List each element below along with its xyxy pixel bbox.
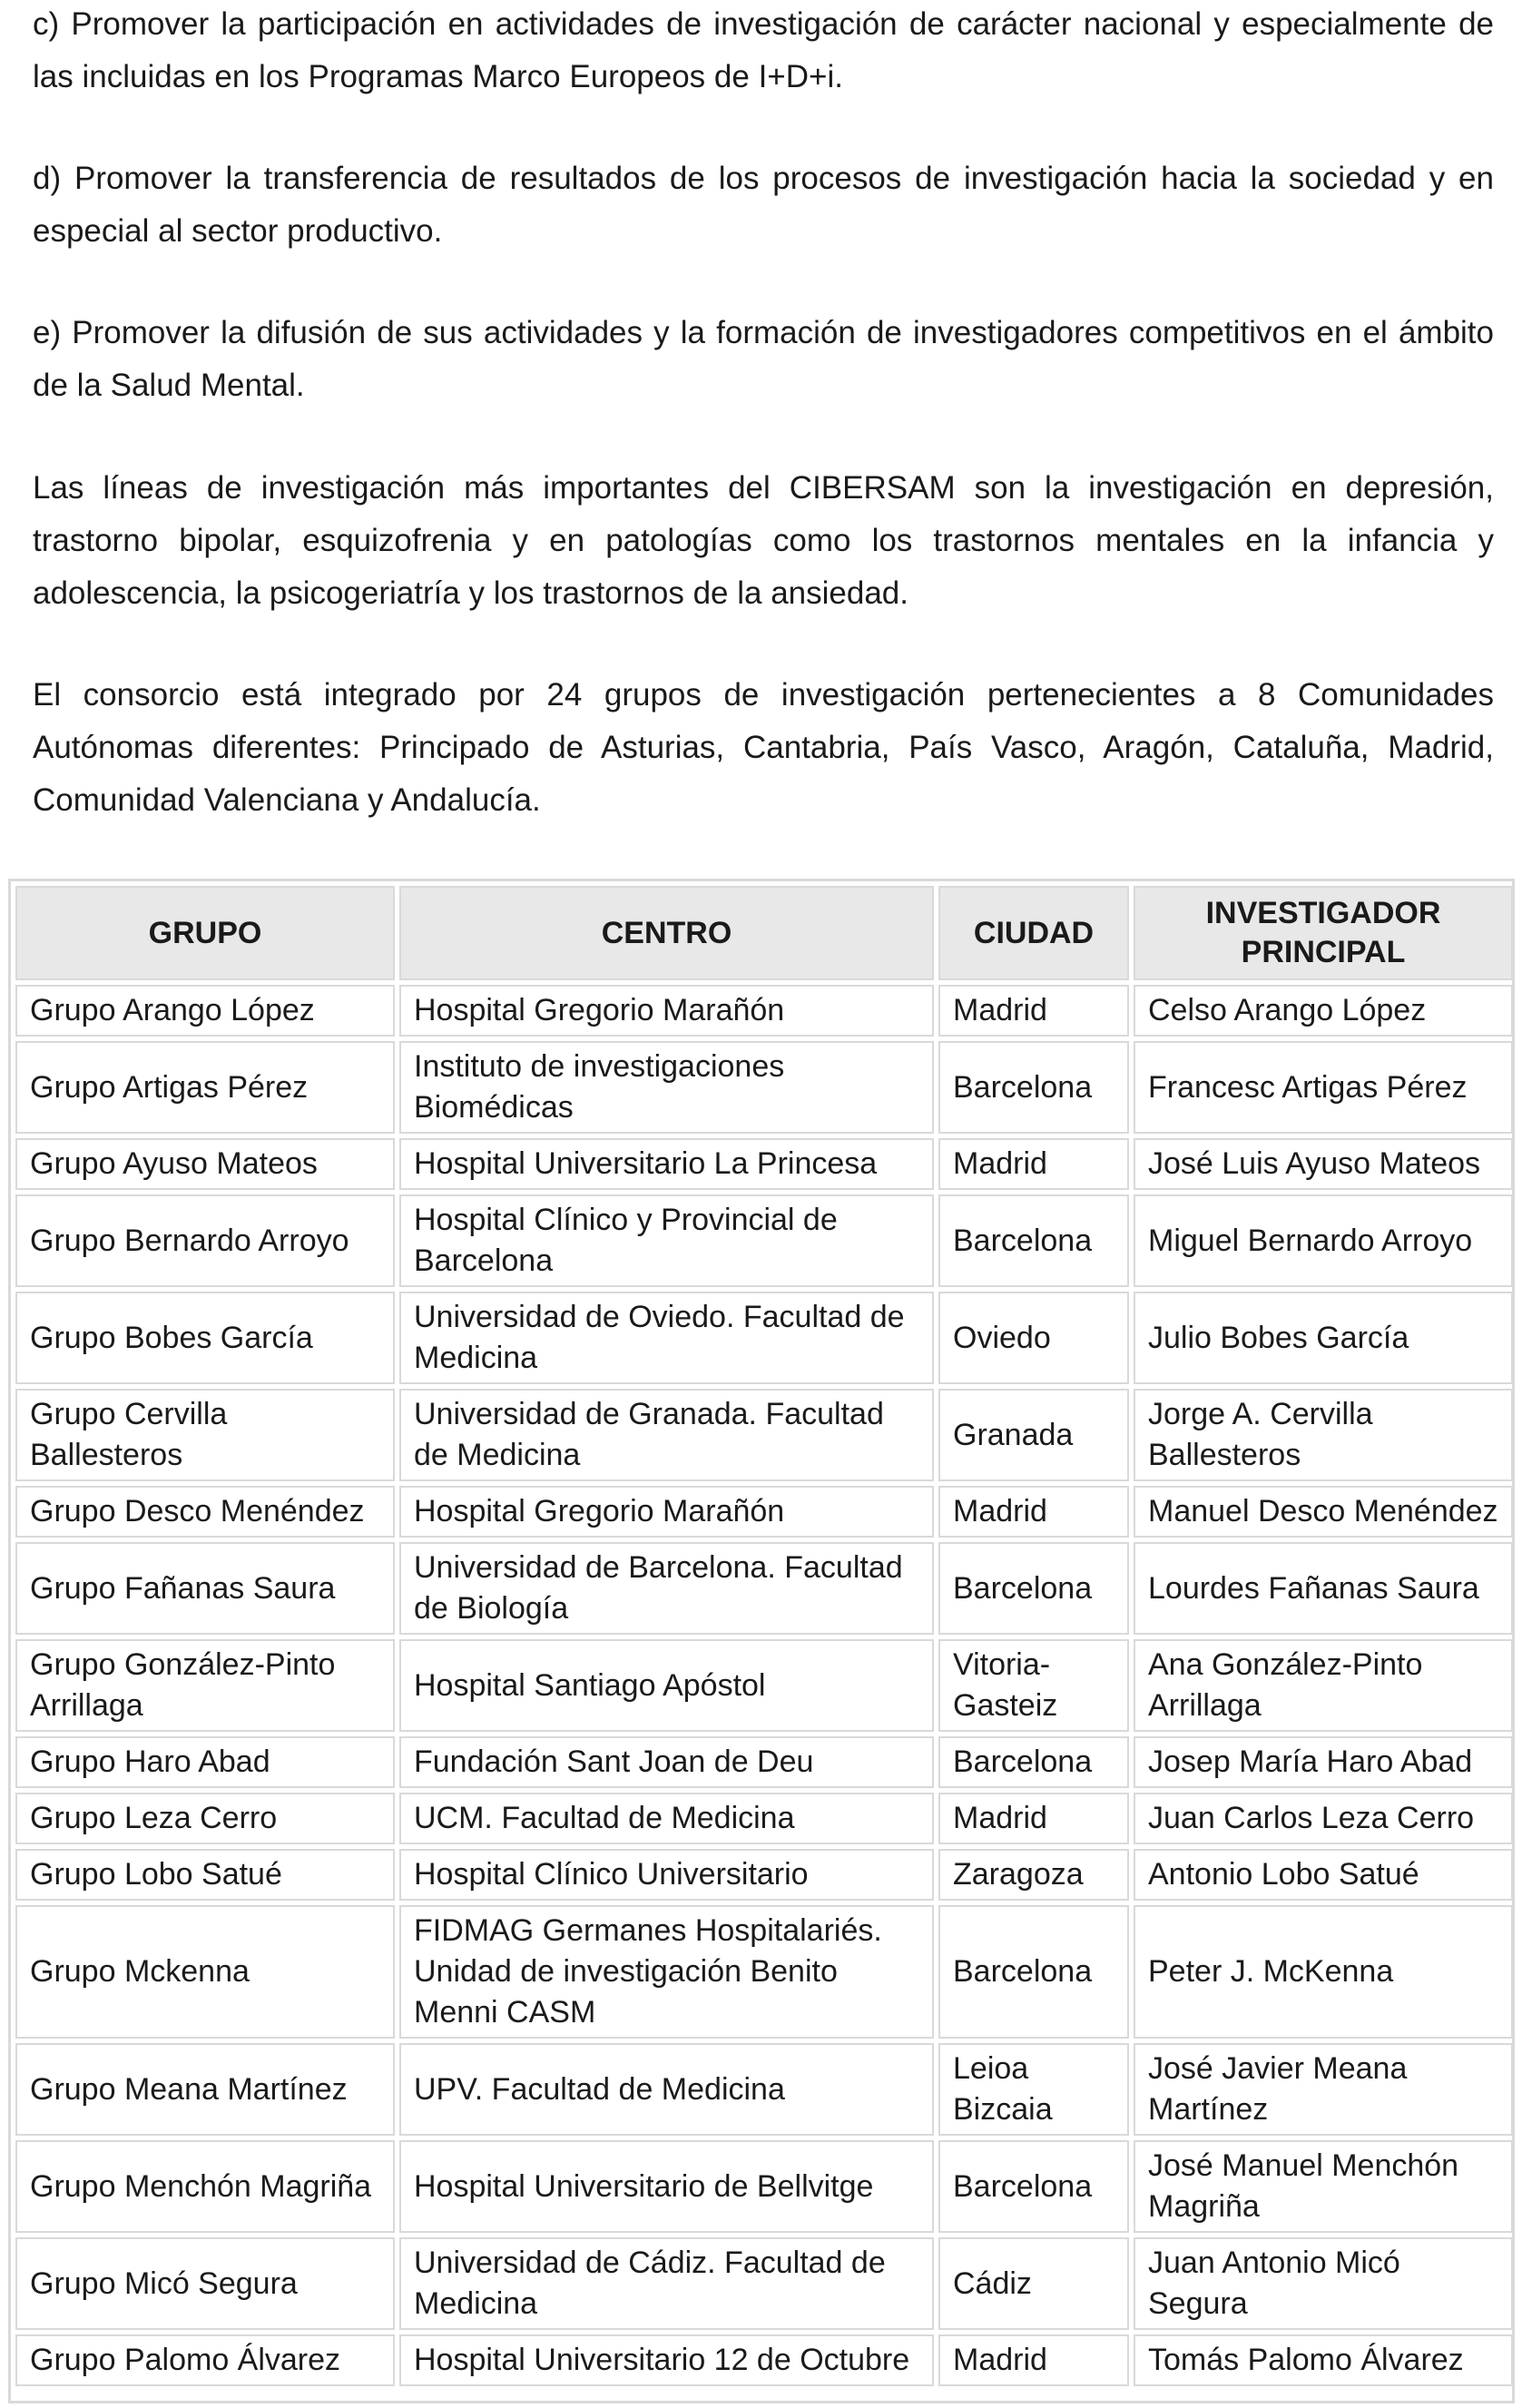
table-row	[15, 2334, 1513, 2386]
cell-grupo: Grupo Mckenna	[15, 1905, 395, 2039]
cell-ciudad: Leioa Bizcaia	[938, 2043, 1129, 2136]
cell-investigador: Julio Bobes García	[1134, 1292, 1513, 1384]
cell-investigador: José Manuel Menchón Magriña	[1134, 2140, 1513, 2233]
cell-investigador: Juan Carlos Leza Cerro	[1134, 1793, 1513, 1844]
cell-grupo: Grupo González-Pinto Arrillaga	[15, 1639, 395, 1732]
cell-centro: Hospital Universitario 12 de Octubre	[399, 2334, 934, 2386]
cell-investigador: Peter J. McKenna	[1134, 1905, 1513, 2039]
cell-ciudad: Barcelona	[938, 1041, 1129, 1134]
cell-centro: Hospital Universitario La Princesa	[399, 1138, 934, 1190]
cell-ciudad: Barcelona	[938, 1194, 1129, 1287]
cell-investigador: José Luis Ayuso Mateos	[1134, 1138, 1513, 1190]
cell-investigador: Ana González-Pinto Arrillaga	[1134, 1639, 1513, 1732]
cell-grupo: Grupo Cervilla Ballesteros	[15, 1389, 395, 1481]
cell-centro: Hospital Gregorio Marañón	[399, 985, 934, 1037]
cell-centro: Universidad de Barcelona. Facultad de Biología	[399, 1542, 934, 1635]
cell-grupo: Grupo Ayuso Mateos	[15, 1138, 395, 1190]
cell-centro: Hospital Clínico y Provincial de Barcelona	[399, 1194, 934, 1287]
cell-investigador: Josep María Haro Abad	[1134, 1736, 1513, 1788]
cell-ciudad: Madrid	[938, 1138, 1129, 1190]
cell-grupo: Grupo Bobes García	[15, 1292, 395, 1384]
cell-ciudad: Barcelona	[938, 1542, 1129, 1635]
cell-ciudad: Oviedo	[938, 1292, 1129, 1384]
cell-investigador: Tomás Palomo Álvarez	[1134, 2334, 1513, 2386]
header-centro: CENTRO	[399, 886, 934, 980]
cell-centro: FIDMAG Germanes Hospitalariés. Unidad de investigación Benito Menni CASM	[399, 1905, 934, 2039]
paragraph-consortium: El consorcio está integrado por 24 grupos de investigación pertenecientes a 8 Comunidades Autónomas diferentes: Principado de Asturias, Cantabria, País Vasco, Aragón, Cataluña, Madrid, Comunidad Valenciana y Andalucía.	[33, 677, 1494, 818]
cell-investigador: Juan Antonio Micó Segura	[1134, 2237, 1513, 2330]
cell-grupo: Grupo Artigas Pérez	[15, 1041, 395, 1134]
cell-grupo: Grupo Leza Cerro	[15, 1793, 395, 1844]
table-body	[15, 985, 1513, 2386]
cell-investigador: Manuel Desco Menéndez	[1134, 1486, 1513, 1538]
paragraph-research-lines: Las líneas de investigación más importantes del CIBERSAM son la investigación en depresión, trastorno bipolar, esquizofrenia y en patologías como los trastornos mentales en la infancia y adolescencia, la psicogeriatría y los trastornos de la ansiedad.	[33, 470, 1494, 611]
table-row	[15, 1041, 1513, 1134]
cell-centro: Hospital Universitario de Bellvitge	[399, 2140, 934, 2233]
cell-ciudad: Madrid	[938, 1486, 1129, 1538]
cell-ciudad: Barcelona	[938, 1905, 1129, 2039]
cell-centro: Instituto de investigaciones Biomédicas	[399, 1041, 934, 1134]
cell-investigador: Jorge A. Cervilla Ballesteros	[1134, 1389, 1513, 1481]
table-row	[15, 1542, 1513, 1635]
header-investigador: INVESTIGADOR PRINCIPAL	[1134, 886, 1513, 980]
table-row	[15, 2237, 1513, 2330]
table-row	[15, 1736, 1513, 1788]
cell-investigador: Francesc Artigas Pérez	[1134, 1041, 1513, 1134]
table-row	[15, 2140, 1513, 2233]
cell-grupo: Grupo Menchón Magriña	[15, 2140, 395, 2233]
research-groups-table-frame	[8, 879, 1515, 2403]
research-groups-table	[11, 881, 1517, 2391]
cell-ciudad: Granada	[938, 1389, 1129, 1481]
cell-ciudad: Zaragoza	[938, 1849, 1129, 1901]
cell-investigador: Lourdes Fañanas Saura	[1134, 1542, 1513, 1635]
table-row	[15, 1849, 1513, 1901]
cell-grupo: Grupo Meana Martínez	[15, 2043, 395, 2136]
cell-centro: Hospital Clínico Universitario	[399, 1849, 934, 1901]
table-row	[15, 1639, 1513, 1732]
cell-ciudad: Barcelona	[938, 2140, 1129, 2233]
table-header-row	[15, 886, 1513, 980]
cell-ciudad: Madrid	[938, 1793, 1129, 1844]
cell-investigador: Miguel Bernardo Arroyo	[1134, 1194, 1513, 1287]
table-row	[15, 1138, 1513, 1190]
cell-ciudad: Madrid	[938, 985, 1129, 1037]
cell-centro: UCM. Facultad de Medicina	[399, 1793, 934, 1844]
cell-centro: Universidad de Cádiz. Facultad de Medicina	[399, 2237, 934, 2330]
table-row	[15, 1292, 1513, 1384]
table-row	[15, 1486, 1513, 1538]
table-row	[15, 1905, 1513, 2039]
paragraph-objective-c: c) Promover la participación en actividades de investigación de carácter nacional y especialmente de las incluidas en los Programas Marco Europeos de I+D+i.	[33, 6, 1494, 94]
table-row	[15, 1194, 1513, 1287]
cell-ciudad: Madrid	[938, 2334, 1129, 2386]
cell-centro: Hospital Gregorio Marañón	[399, 1486, 934, 1538]
cell-grupo: Grupo Micó Segura	[15, 2237, 395, 2330]
header-ciudad: CIUDAD	[938, 886, 1129, 980]
cell-ciudad: Cádiz	[938, 2237, 1129, 2330]
cell-centro: Hospital Santiago Apóstol	[399, 1639, 934, 1732]
cell-grupo: Grupo Desco Menéndez	[15, 1486, 395, 1538]
cell-investigador: José Javier Meana Martínez	[1134, 2043, 1513, 2136]
cell-grupo: Grupo Palomo Álvarez	[15, 2334, 395, 2386]
cell-investigador: Celso Arango López	[1134, 985, 1513, 1037]
cell-ciudad: Barcelona	[938, 1736, 1129, 1788]
cell-grupo: Grupo Bernardo Arroyo	[15, 1194, 395, 1287]
cell-grupo: Grupo Arango López	[15, 985, 395, 1037]
cell-centro: Fundación Sant Joan de Deu	[399, 1736, 934, 1788]
header-grupo: GRUPO	[15, 886, 395, 980]
cell-investigador: Antonio Lobo Satué	[1134, 1849, 1513, 1901]
cell-ciudad: Vitoria-Gasteiz	[938, 1639, 1129, 1732]
paragraph-objective-d: d) Promover la transferencia de resultados de los procesos de investigación hacia la sociedad y en especial al sector productivo.	[33, 161, 1494, 249]
cell-centro: UPV. Facultad de Medicina	[399, 2043, 934, 2136]
table-row	[15, 985, 1513, 1037]
cell-centro: Universidad de Granada. Facultad de Medicina	[399, 1389, 934, 1481]
paragraph-objective-e: e) Promover la difusión de sus actividades y la formación de investigadores competitivos en el ámbito de la Salud Mental.	[33, 315, 1494, 403]
table-row	[15, 1793, 1513, 1844]
cell-centro: Universidad de Oviedo. Facultad de Medicina	[399, 1292, 934, 1384]
table-row	[15, 1389, 1513, 1481]
cell-grupo: Grupo Fañanas Saura	[15, 1542, 395, 1635]
cell-grupo: Grupo Lobo Satué	[15, 1849, 395, 1901]
table-row	[15, 2043, 1513, 2136]
cell-grupo: Grupo Haro Abad	[15, 1736, 395, 1788]
